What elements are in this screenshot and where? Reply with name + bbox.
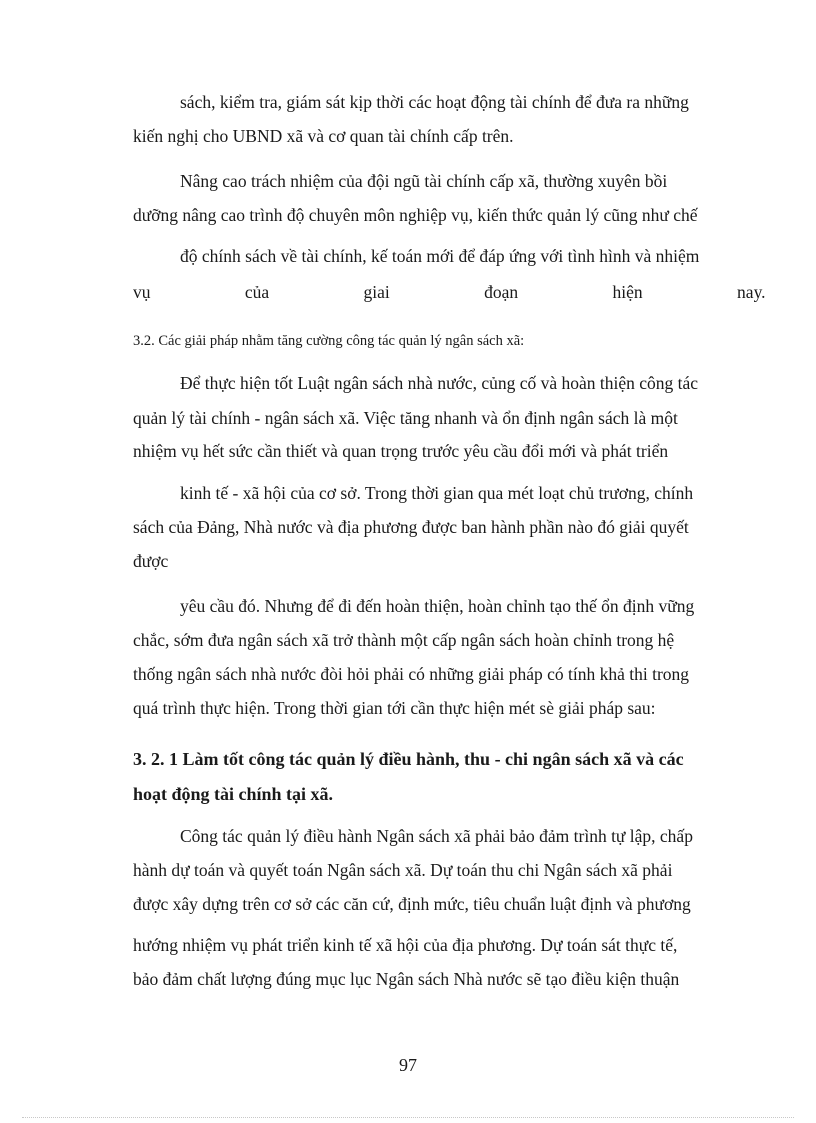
text-line: bảo đảm chất lượng đúng mục lục Ngân sách Nhà nước sẽ tạo điều kiện thuận [133, 969, 680, 989]
text-line: được xây dựng trên cơ sở các căn cứ, định mức, tiêu chuẩn luật định và phương [133, 894, 691, 914]
subsection-heading-cont: hoạt động tài chính tại xã. [133, 784, 334, 804]
text-line: chắc, sớm đưa ngân sách xã trở thành một cấp ngân sách hoàn chỉnh trong hệ [133, 630, 675, 650]
text-line: hướng nhiệm vụ phát triển kinh tế xã hội của địa phương. Dự toán sát thực tế, [133, 935, 678, 955]
text-line: vụ của giai đoạn hiện nay. [133, 282, 766, 302]
text-line: sách, kiểm tra, giám sát kịp thời các hoạt động tài chính để đưa ra những [180, 92, 689, 112]
text-line: Công tác quản lý điều hành Ngân sách xã phải bảo đảm trình tự lập, chấp [180, 826, 693, 846]
text-line: Nâng cao trách nhiệm của đội ngũ tài chính cấp xã, thường xuyên bồi [180, 171, 668, 191]
text-line: kiến nghị cho UBND xã và cơ quan tài chính cấp trên. [133, 126, 514, 146]
text-line: yêu cầu đó. Nhưng để đi đến hoàn thiện, hoàn chỉnh tạo thế ổn định vững [180, 596, 695, 616]
text-line: thống ngân sách nhà nước đòi hỏi phải có những giải pháp có tính khả thi trong [133, 664, 690, 684]
text-line: sách của Đảng, Nhà nước và địa phương được ban hành phần nào đó giải quyết [133, 517, 689, 537]
text-line: hành dự toán và quyết toán Ngân sách xã. Dự toán thu chi Ngân sách xã phải [133, 860, 673, 880]
subsection-heading: 3. 2. 1 Làm tốt công tác quản lý điều hành, thu - chi ngân sách xã và các [133, 749, 684, 769]
text-line: nhiệm vụ hết sức cần thiết và quan trọng trước yêu cầu đổi mới và phát triển [133, 441, 669, 461]
text-line: độ chính sách về tài chính, kế toán mới để đáp ứng với tình hình và nhiệm [180, 246, 700, 266]
text-line: quản lý tài chính - ngân sách xã. Việc tăng nhanh và ổn định ngân sách là một [133, 408, 678, 428]
text-line: quá trình thực hiện. Trong thời gian tới cần thực hiện mét sè giải pháp sau: [133, 698, 656, 718]
text-line: được [133, 551, 169, 571]
page-bottom-dotted-rule [22, 1117, 794, 1118]
section-heading: 3.2. Các giải pháp nhằm tăng cường công tác quản lý ngân sách xã: [133, 333, 525, 349]
text-line: Để thực hiện tốt Luật ngân sách nhà nước, củng cố và hoàn thiện công tác [180, 373, 699, 393]
page-number: 97 [399, 1055, 417, 1075]
text-line: dưỡng nâng cao trình độ chuyên môn nghiệp vụ, kiến thức quản lý cũng như chế [133, 205, 698, 225]
text-line: kinh tế - xã hội của cơ sở. Trong thời gian qua mét loạt chủ trương, chính [180, 483, 694, 503]
